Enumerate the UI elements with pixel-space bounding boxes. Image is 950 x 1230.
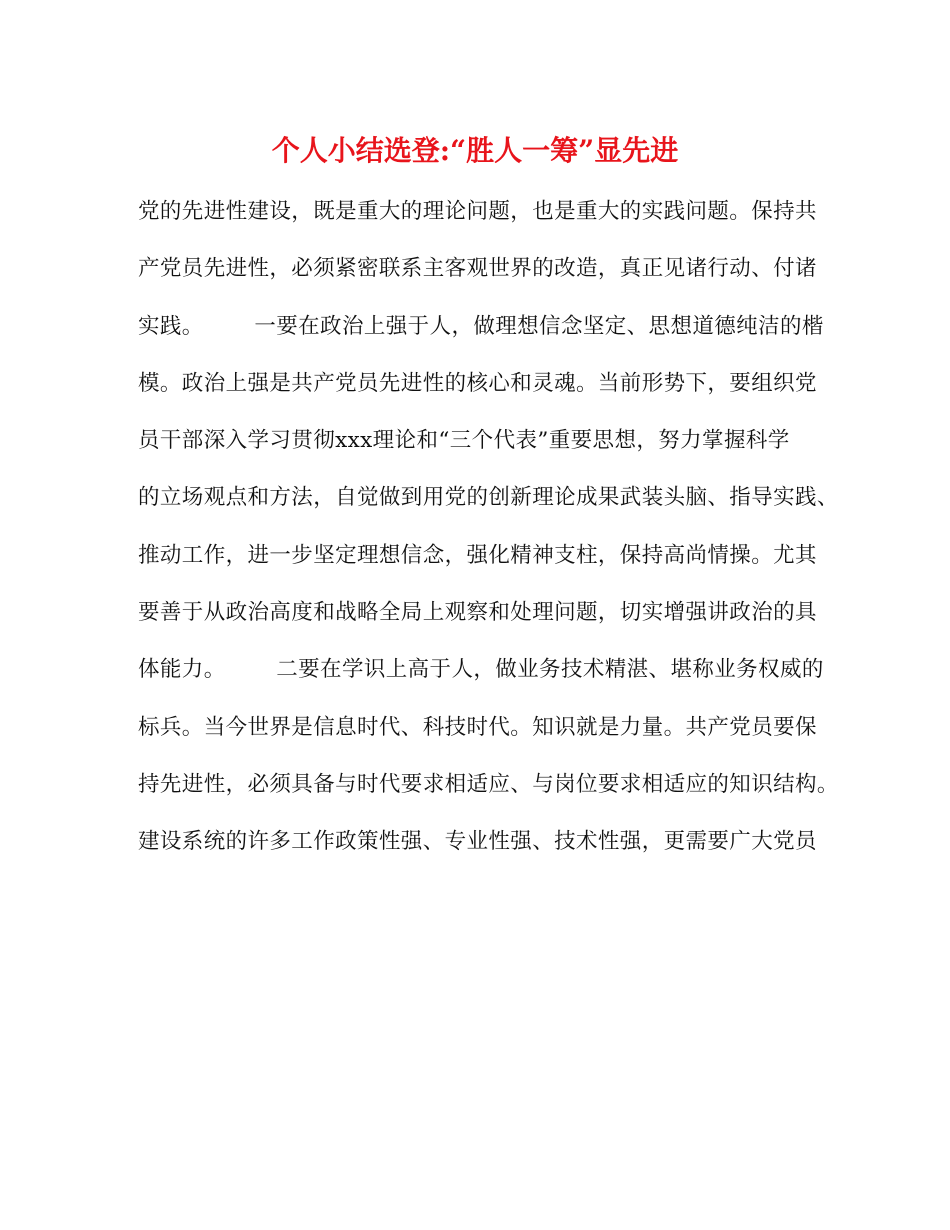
body-line: 模。政治上强是共产党员先进性的核心和灵魂。当前形势下，要组织党 xyxy=(138,370,817,396)
body-line: 推动工作，进一步坚定理想信念，强化精神支柱，保持高尚情操。尤其 xyxy=(138,542,817,568)
body-line: 要善于从政治高度和战略全局上观察和处理问题，切实增强讲政治的具 xyxy=(138,600,817,626)
body-line: 持先进性，必须具备与时代要求相适应、与岗位要求相适应的知识结构。 xyxy=(138,771,839,797)
body-line: 的立场观点和方法，自觉做到用党的创新理论成果武装头脑、指导实践、 xyxy=(138,485,839,511)
document-title: 个人小结选登:“胜人一筹”显先进 xyxy=(271,134,679,167)
body-line: 实践。 一要在政治上强于人，做理想信念坚定、思想道德纯洁的楷 xyxy=(138,313,824,339)
body-line: 建设系统的许多工作政策性强、专业性强、技术性强，更需要广大党员 xyxy=(138,829,817,855)
document-body xyxy=(138,183,838,871)
body-line: 体能力。 二要在学识上高于人，做业务技术精湛、堪称业务权威的 xyxy=(138,657,824,683)
body-line: 产党员先进性，必须紧密联系主客观世界的改造，真正见诸行动、付诸 xyxy=(138,256,817,282)
body-line: 标兵。当今世界是信息时代、科技时代。知识就是力量。共产党员要保 xyxy=(138,714,817,740)
body-line: 党的先进性建设，既是重大的理论问题，也是重大的实践问题。保持共 xyxy=(138,199,817,224)
body-line: 员干部深入学习贯彻xxx理论和“三个代表”重要思想，努力掌握科学 xyxy=(138,428,790,454)
